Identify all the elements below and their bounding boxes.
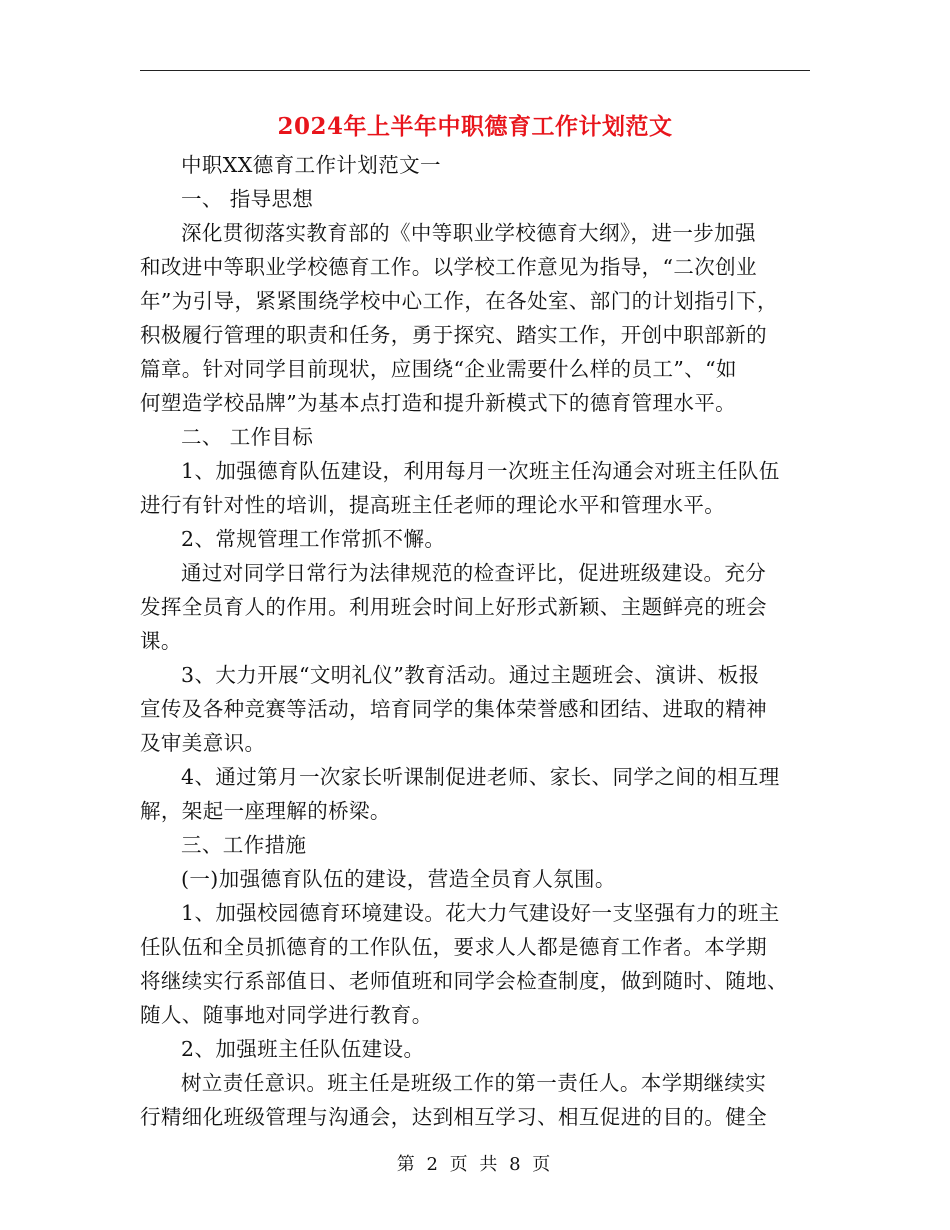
text-line: 课。 — [140, 629, 182, 653]
text-line: 任队伍和全员抓德育的工作队伍，要求人人都是德育工作者。本学期 — [140, 935, 767, 959]
text-line: 3、大力开展“文明礼仪”教育活动。通过主题班会、演讲、板报 — [181, 663, 760, 687]
text-line: 和改进中等职业学校德育工作。以学校工作意见为指导，“二次创业 — [140, 255, 757, 279]
paragraph — [140, 556, 810, 658]
text-line: 随人、随事地对同学进行教育。 — [140, 1003, 433, 1027]
text-line: 4、通过第月一次家长听课制促进老师、家长、同学之间的相互理 — [181, 765, 780, 789]
text-line: 二、 工作目标 — [181, 425, 314, 449]
paragraph — [140, 1066, 810, 1134]
text-line: 行精细化班级管理与沟通会，达到相互学习、相互促进的目的。健全 — [140, 1105, 767, 1129]
paragraph — [140, 862, 810, 896]
document-title: 2024年上半年中职德育工作计划范文 — [277, 113, 673, 140]
text-line: 积极履行管理的职责和任务，勇于探究、踏实工作，开创中职部新的 — [140, 323, 767, 347]
paragraph — [140, 522, 810, 556]
text-line: 及审美意识。 — [140, 731, 266, 755]
paragraph — [140, 420, 810, 454]
document-body — [140, 148, 810, 1134]
page-number: 第 2 页 共 8 页 — [396, 1154, 554, 1175]
text-line: (一)加强德育队伍的建设，营造全员育人氛围。 — [181, 867, 616, 891]
paragraph — [140, 760, 810, 828]
text-line: 解，架起一座理解的桥梁。 — [140, 799, 391, 823]
text-line: 通过对同学日常行为法律规范的检查评比，促进班级建设。充分 — [181, 561, 767, 585]
paragraph — [140, 216, 810, 420]
paragraph — [140, 182, 810, 216]
text-line: 进行有针对性的培训，提高班主任老师的理论水平和管理水平。 — [140, 493, 726, 517]
paragraph — [140, 658, 810, 760]
text-line: 将继续实行系部值日、老师值班和同学会检查制度，做到随时、随地、 — [140, 969, 788, 993]
paragraph — [140, 1032, 810, 1066]
paragraph — [140, 828, 810, 862]
header-rule — [140, 70, 810, 71]
text-line: 年”为引导，紧紧围绕学校中心工作，在各处室、部门的计划指引下， — [140, 289, 778, 313]
text-line: 1、加强校园德育环境建设。花大力气建设好一支坚强有力的班主 — [181, 901, 780, 925]
paragraph — [140, 896, 810, 1032]
text-line: 一、 指导思想 — [181, 187, 314, 211]
paragraph — [140, 148, 810, 182]
text-line: 三、工作措施 — [181, 833, 307, 857]
text-line: 树立责任意识。班主任是班级工作的第一责任人。本学期继续实 — [181, 1071, 767, 1095]
text-line: 1、加强德育队伍建设，利用每月一次班主任沟通会对班主任队伍 — [181, 459, 780, 483]
text-line: 深化贯彻落实教育部的《中等职业学校德育大纲》，进一步加强 — [181, 221, 756, 245]
text-line: 何塑造学校品牌”为基本点打造和提升新模式下的德育管理水平。 — [140, 391, 737, 415]
text-line: 篇章。针对同学目前现状，应围绕“企业需要什么样的员工”、“如 — [140, 357, 737, 381]
text-line: 宣传及各种竞赛等活动，培育同学的集体荣誉感和团结、进取的精神 — [140, 697, 767, 721]
paragraph — [140, 454, 810, 522]
text-line: 2、加强班主任队伍建设。 — [181, 1037, 425, 1061]
text-line: 中职XX德育工作计划范文一 — [181, 153, 441, 177]
text-line: 2、常规管理工作常抓不懈。 — [181, 527, 446, 551]
text-line: 发挥全员育人的作用。利用班会时间上好形式新颖、主题鲜亮的班会 — [140, 595, 767, 619]
